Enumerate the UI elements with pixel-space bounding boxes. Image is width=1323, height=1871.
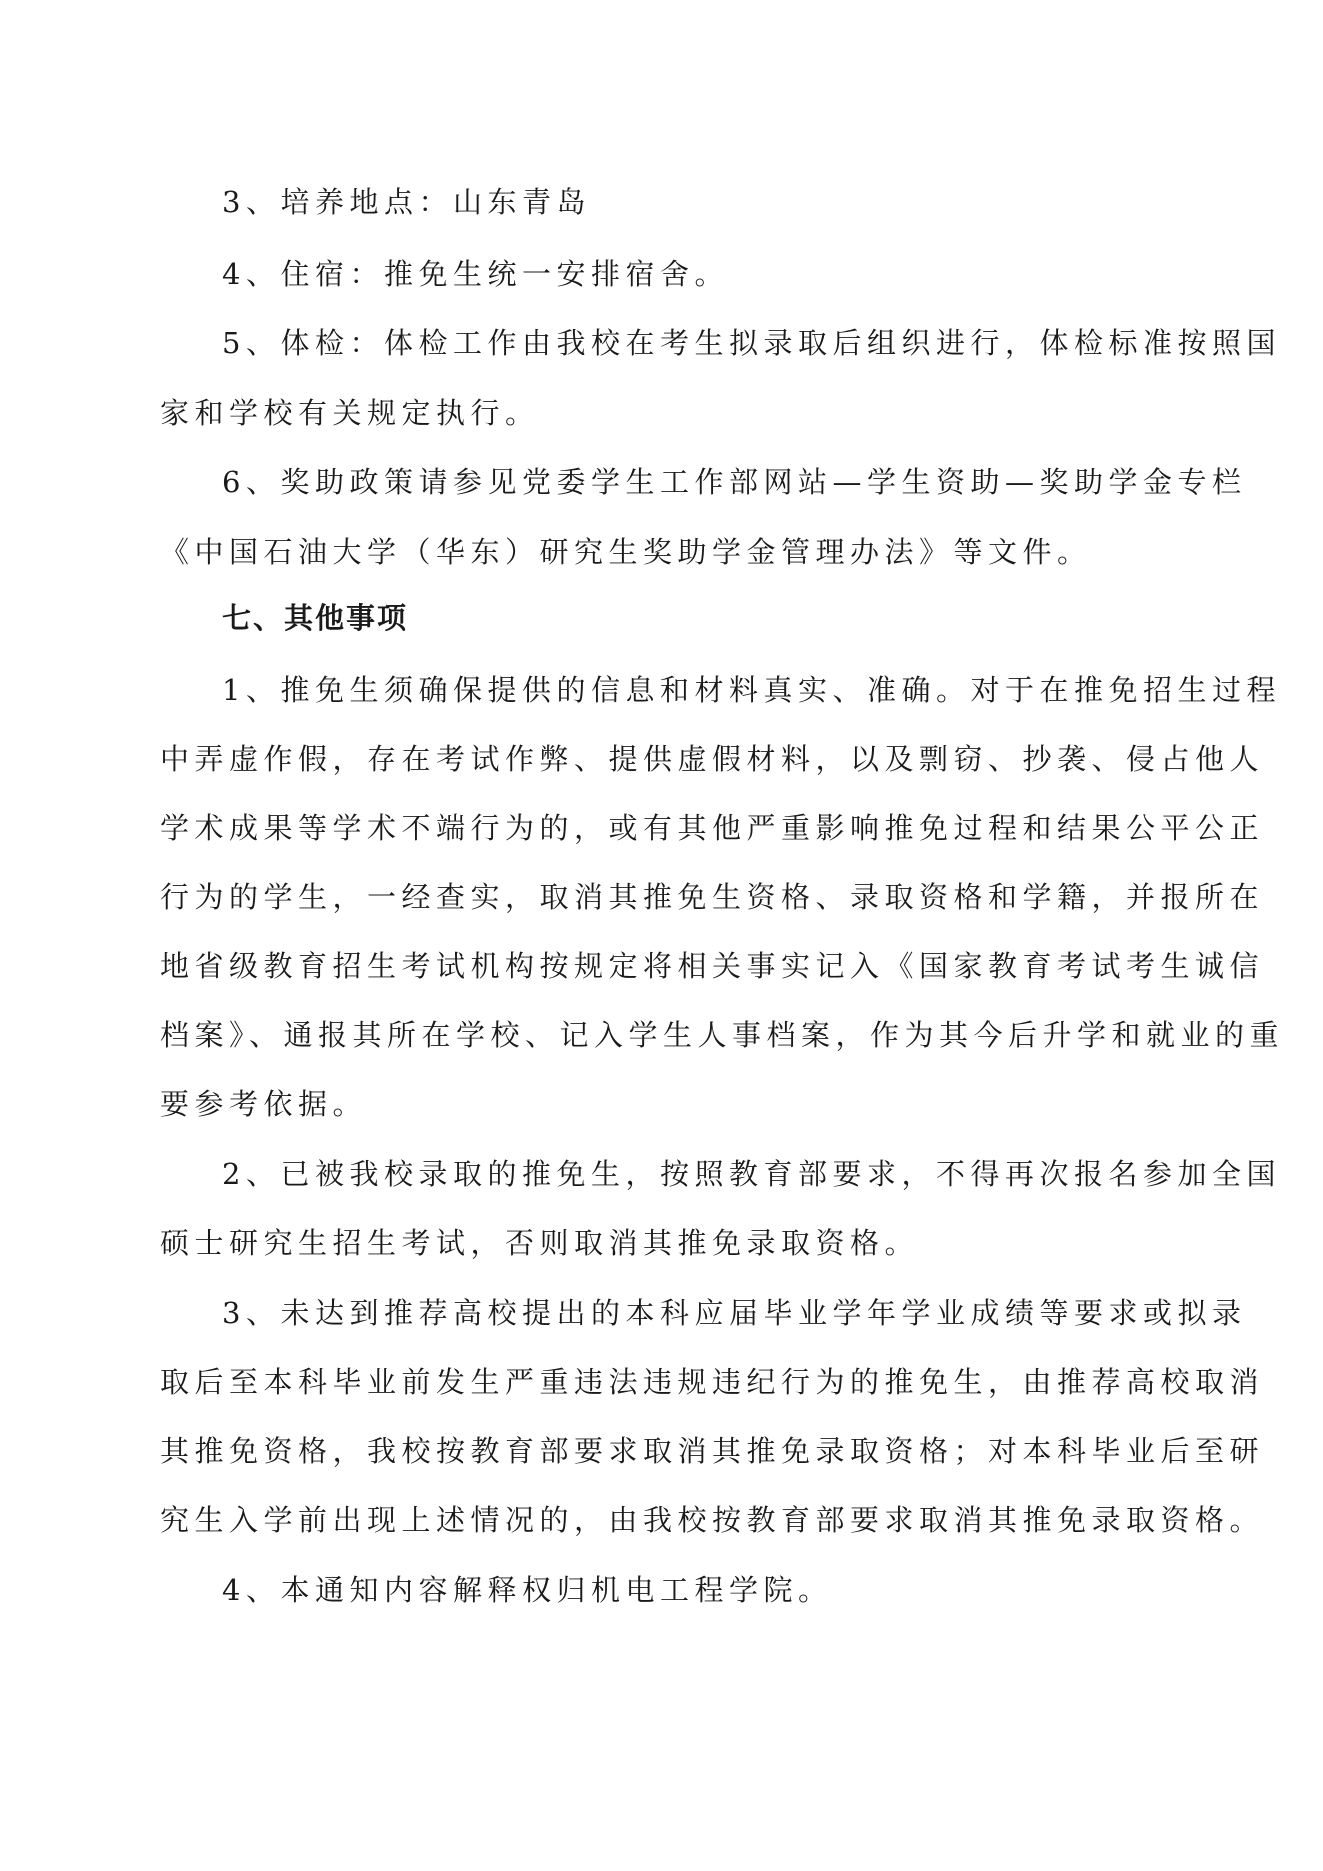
paragraph-line: 学术成果等学术不端行为的，或有其他严重影响推免过程和结果公平公正 bbox=[160, 811, 1265, 845]
paragraph-line: 其推免资格，我校按教育部要求取消其推免录取资格；对本科毕业后至研 bbox=[160, 1434, 1265, 1468]
section-heading-other-matters: 七、其他事项 bbox=[222, 601, 409, 635]
paragraph-line: 究生入学前出现上述情况的，由我校按教育部要求取消其推免录取资格。 bbox=[160, 1503, 1265, 1537]
item-physical-exam-cont: 家和学校有关规定执行。 bbox=[160, 396, 540, 430]
paragraph-line: 1、推免生须确保提供的信息和材料真实、准确。对于在推免招生过程 bbox=[222, 673, 1281, 707]
paragraph-line: 3、未达到推荐高校提出的本科应届毕业学年学业成绩等要求或拟录 bbox=[222, 1296, 1247, 1330]
paragraph-line: 4、本通知内容解释权归机电工程学院。 bbox=[222, 1573, 833, 1607]
paragraph-line: 要参考依据。 bbox=[160, 1087, 368, 1121]
paragraph-line: 硕士研究生招生考试，否则取消其推免录取资格。 bbox=[160, 1226, 920, 1260]
paragraph-line: 2、已被我校录取的推免生，按照教育部要求，不得再次报名参加全国 bbox=[222, 1157, 1281, 1191]
paragraph-line: 档案》、通报其所在学校、记入学生人事档案，作为其今后升学和就业的重 bbox=[160, 1018, 1285, 1052]
item-scholarship-policy: 6、奖助政策请参见党委学生工作部网站—学生资助—奖助学金专栏 bbox=[222, 465, 1247, 499]
item-accommodation: 4、住宿：推免生统一安排宿舍。 bbox=[222, 257, 729, 291]
paragraph-line: 取后至本科毕业前发生严重违法违规违纪行为的推免生，由推荐高校取消 bbox=[160, 1365, 1265, 1399]
paragraph-line: 行为的学生，一经查实，取消其推免生资格、录取资格和学籍，并报所在 bbox=[160, 880, 1265, 914]
item-training-location: 3、培养地点：山东青岛 bbox=[222, 185, 591, 219]
item-scholarship-policy-cont: 《中国石油大学（华东）研究生奖助学金管理办法》等文件。 bbox=[160, 535, 1092, 569]
item-physical-exam: 5、体检：体检工作由我校在考生拟录取后组织进行，体检标准按照国 bbox=[222, 326, 1281, 360]
paragraph-line: 中弄虚作假，存在考试作弊、提供虚假材料，以及剽窃、抄袭、侵占他人 bbox=[160, 742, 1265, 776]
paragraph-line: 地省级教育招生考试机构按规定将相关事实记入《国家教育考试考生诚信 bbox=[160, 949, 1265, 983]
